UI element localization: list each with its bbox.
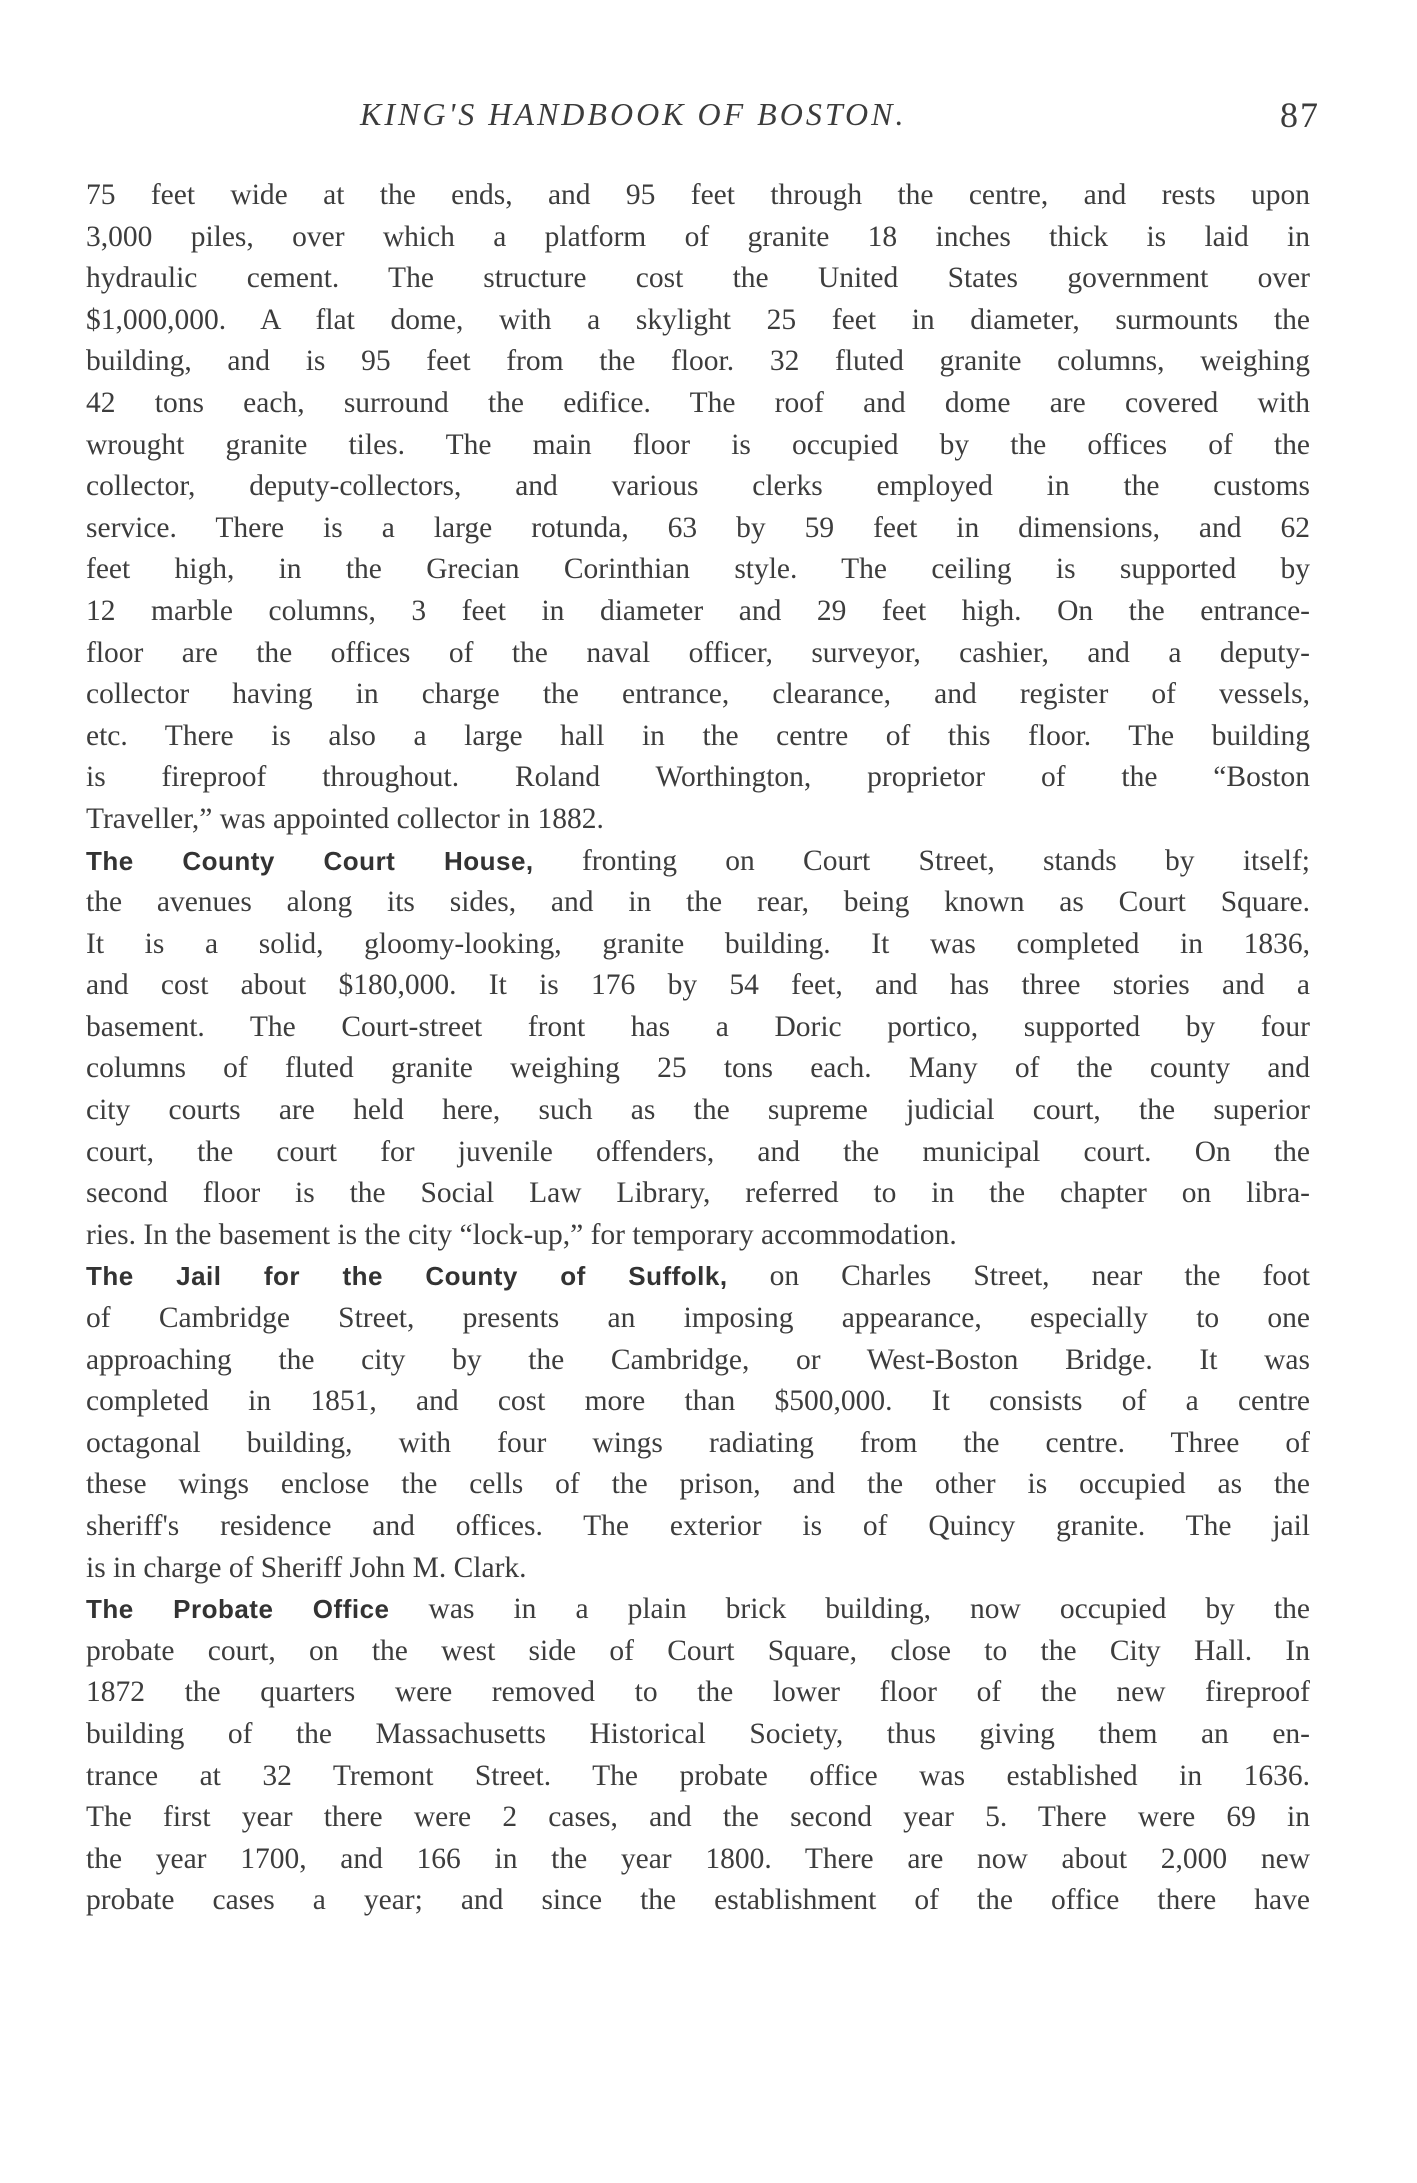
line-text: hydraulic cement. The structure cost the United States government over	[86, 262, 1310, 295]
paragraph	[86, 1256, 1310, 1589]
text-line	[86, 549, 1310, 591]
text-line	[86, 1589, 1310, 1631]
line-text: 3,000 piles, over which a platform of granite 18 inches thick is laid in	[86, 220, 1310, 253]
line-text: 75 feet wide at the ends, and 95 feet through the centre, and rests upon	[86, 179, 1310, 211]
line-text: feet high, in the Grecian Corinthian style. The ceiling is supported by	[86, 553, 1310, 586]
text-line	[86, 799, 1310, 841]
line-text: building, and is 95 feet from the floor. 32 fluted granite columns, weighing	[86, 345, 1310, 378]
line-text: the year 1700, and 166 in the year 1800. There are now about 2,000 new	[86, 1842, 1310, 1875]
line-text: It is a solid, gloomy-looking, granite building. It was completed in 1836,	[86, 927, 1310, 960]
paragraph-heading: The County Court House,	[86, 845, 534, 876]
text-line	[86, 1797, 1310, 1839]
text-line	[86, 217, 1310, 259]
text-line	[86, 633, 1310, 675]
text-line	[86, 508, 1310, 550]
text-line	[86, 1506, 1310, 1548]
line-text: fronting on Court Street, stands by itself;	[533, 844, 1311, 877]
line-text: 1872 the quarters were removed to the lower floor of the new fireproof	[86, 1676, 1310, 1709]
line-text: $1,000,000. A flat dome, with a skylight 25 feet in diameter, surmounts the	[86, 303, 1310, 336]
text-line	[86, 1215, 1310, 1257]
line-text: completed in 1851, and cost more than $500,000. It consists of a centre	[86, 1385, 1310, 1418]
text-line	[86, 1839, 1310, 1881]
line-text: 42 tons each, surround the edifice. The roof and dome are covered with	[86, 386, 1310, 419]
line-text: is fireproof throughout. Roland Worthington, proprietor of the “Boston	[86, 761, 1310, 794]
line-text: the avenues along its sides, and in the rear, being known as Court Square.	[86, 886, 1310, 919]
running-title: KING'S HANDBOOK OF BOSTON.	[360, 96, 907, 132]
paragraph-heading: The Jail for the County of Suffolk,	[86, 1261, 728, 1292]
line-text: 12 marble columns, 3 feet in diameter and 29 feet high. On the entrance-	[86, 594, 1310, 627]
page-number: 87	[1280, 95, 1320, 135]
running-head	[360, 96, 1320, 146]
text-line	[86, 882, 1310, 924]
paragraph	[86, 841, 1310, 1257]
text-line	[86, 258, 1310, 300]
text-line	[86, 1756, 1310, 1798]
text-line	[86, 1423, 1310, 1465]
text-line	[86, 1173, 1310, 1215]
text-line	[86, 1714, 1310, 1756]
line-text: Traveller,” was appointed collector in 1882.	[86, 802, 604, 835]
text-line	[86, 175, 1310, 217]
text-line	[86, 1340, 1310, 1382]
line-text: wrought granite tiles. The main floor is occupied by the offices of the	[86, 428, 1310, 461]
paragraph-heading: The Probate Office	[86, 1594, 390, 1625]
line-text: is in charge of Sheriff John M. Clark.	[86, 1551, 527, 1584]
line-text: basement. The Court-street front has a Doric portico, supported by four	[86, 1010, 1310, 1043]
text-line	[86, 1672, 1310, 1714]
text-line	[86, 924, 1310, 966]
text-line	[86, 425, 1310, 467]
text-line	[86, 1880, 1310, 1922]
text-line	[86, 1548, 1310, 1590]
text-line	[86, 300, 1310, 342]
text-line	[86, 1631, 1310, 1673]
line-text: collector, deputy-collectors, and various clerks employed in the customs	[86, 470, 1310, 503]
text-line	[86, 1298, 1310, 1340]
line-text: probate cases a year; and since the establishment of the office there have	[86, 1884, 1310, 1917]
text-line	[86, 965, 1310, 1007]
text-line	[86, 1256, 1310, 1298]
text-line	[86, 383, 1310, 425]
text-line	[86, 1090, 1310, 1132]
text-line	[86, 757, 1310, 799]
line-text: these wings enclose the cells of the prison, and the other is occupied as the	[86, 1468, 1310, 1501]
line-text: The first year there were 2 cases, and the second year 5. There were 69 in	[86, 1801, 1310, 1834]
line-text: approaching the city by the Cambridge, or West-Boston Bridge. It was	[86, 1343, 1310, 1376]
line-text: of Cambridge Street, presents an imposing appearance, especially to one	[86, 1302, 1310, 1335]
line-text: city courts are held here, such as the supreme judicial court, the superior	[86, 1094, 1310, 1127]
line-text: on Charles Street, near the foot	[727, 1260, 1310, 1293]
line-text: trance at 32 Tremont Street. The probate office was established in 1636.	[86, 1759, 1310, 1792]
text-line	[86, 1381, 1310, 1423]
body-text	[86, 175, 1310, 1922]
paragraph	[86, 1589, 1310, 1922]
line-text: octagonal building, with four wings radiating from the centre. Three of	[86, 1426, 1310, 1459]
text-line	[86, 591, 1310, 633]
text-line	[86, 841, 1310, 883]
line-text: columns of fluted granite weighing 25 tons each. Many of the county and	[86, 1052, 1310, 1085]
text-line	[86, 1464, 1310, 1506]
line-text: and cost about $180,000. It is 176 by 54 feet, and has three stories and a	[86, 969, 1310, 1002]
line-text: sheriff's residence and offices. The exterior is of Quincy granite. The jail	[86, 1510, 1310, 1542]
line-text: was in a plain brick building, now occupied by the	[389, 1593, 1310, 1626]
line-text: second floor is the Social Law Library, referred to in the chapter on libra-	[86, 1177, 1310, 1210]
line-text: service. There is a large rotunda, 63 by 59 feet in dimensions, and 62	[86, 511, 1310, 544]
line-text: building of the Massachusetts Historical Society, thus giving them an en-	[86, 1717, 1310, 1750]
line-text: probate court, on the west side of Court Square, close to the City Hall. In	[86, 1634, 1310, 1667]
text-line	[86, 674, 1310, 716]
text-line	[86, 1132, 1310, 1174]
line-text: collector having in charge the entrance, clearance, and register of vessels,	[86, 678, 1310, 711]
line-text: floor are the offices of the naval officer, surveyor, cashier, and a deputy-	[86, 636, 1310, 669]
line-text: etc. There is also a large hall in the centre of this floor. The building	[86, 719, 1310, 752]
paragraph	[86, 175, 1310, 841]
text-line	[86, 341, 1310, 383]
text-line	[86, 716, 1310, 758]
line-text: ries. In the basement is the city “lock-up,” for temporary accommodation.	[86, 1218, 957, 1251]
line-text: court, the court for juvenile offenders, and the municipal court. On the	[86, 1135, 1310, 1168]
text-line	[86, 1048, 1310, 1090]
text-line	[86, 466, 1310, 508]
text-line	[86, 1007, 1310, 1049]
